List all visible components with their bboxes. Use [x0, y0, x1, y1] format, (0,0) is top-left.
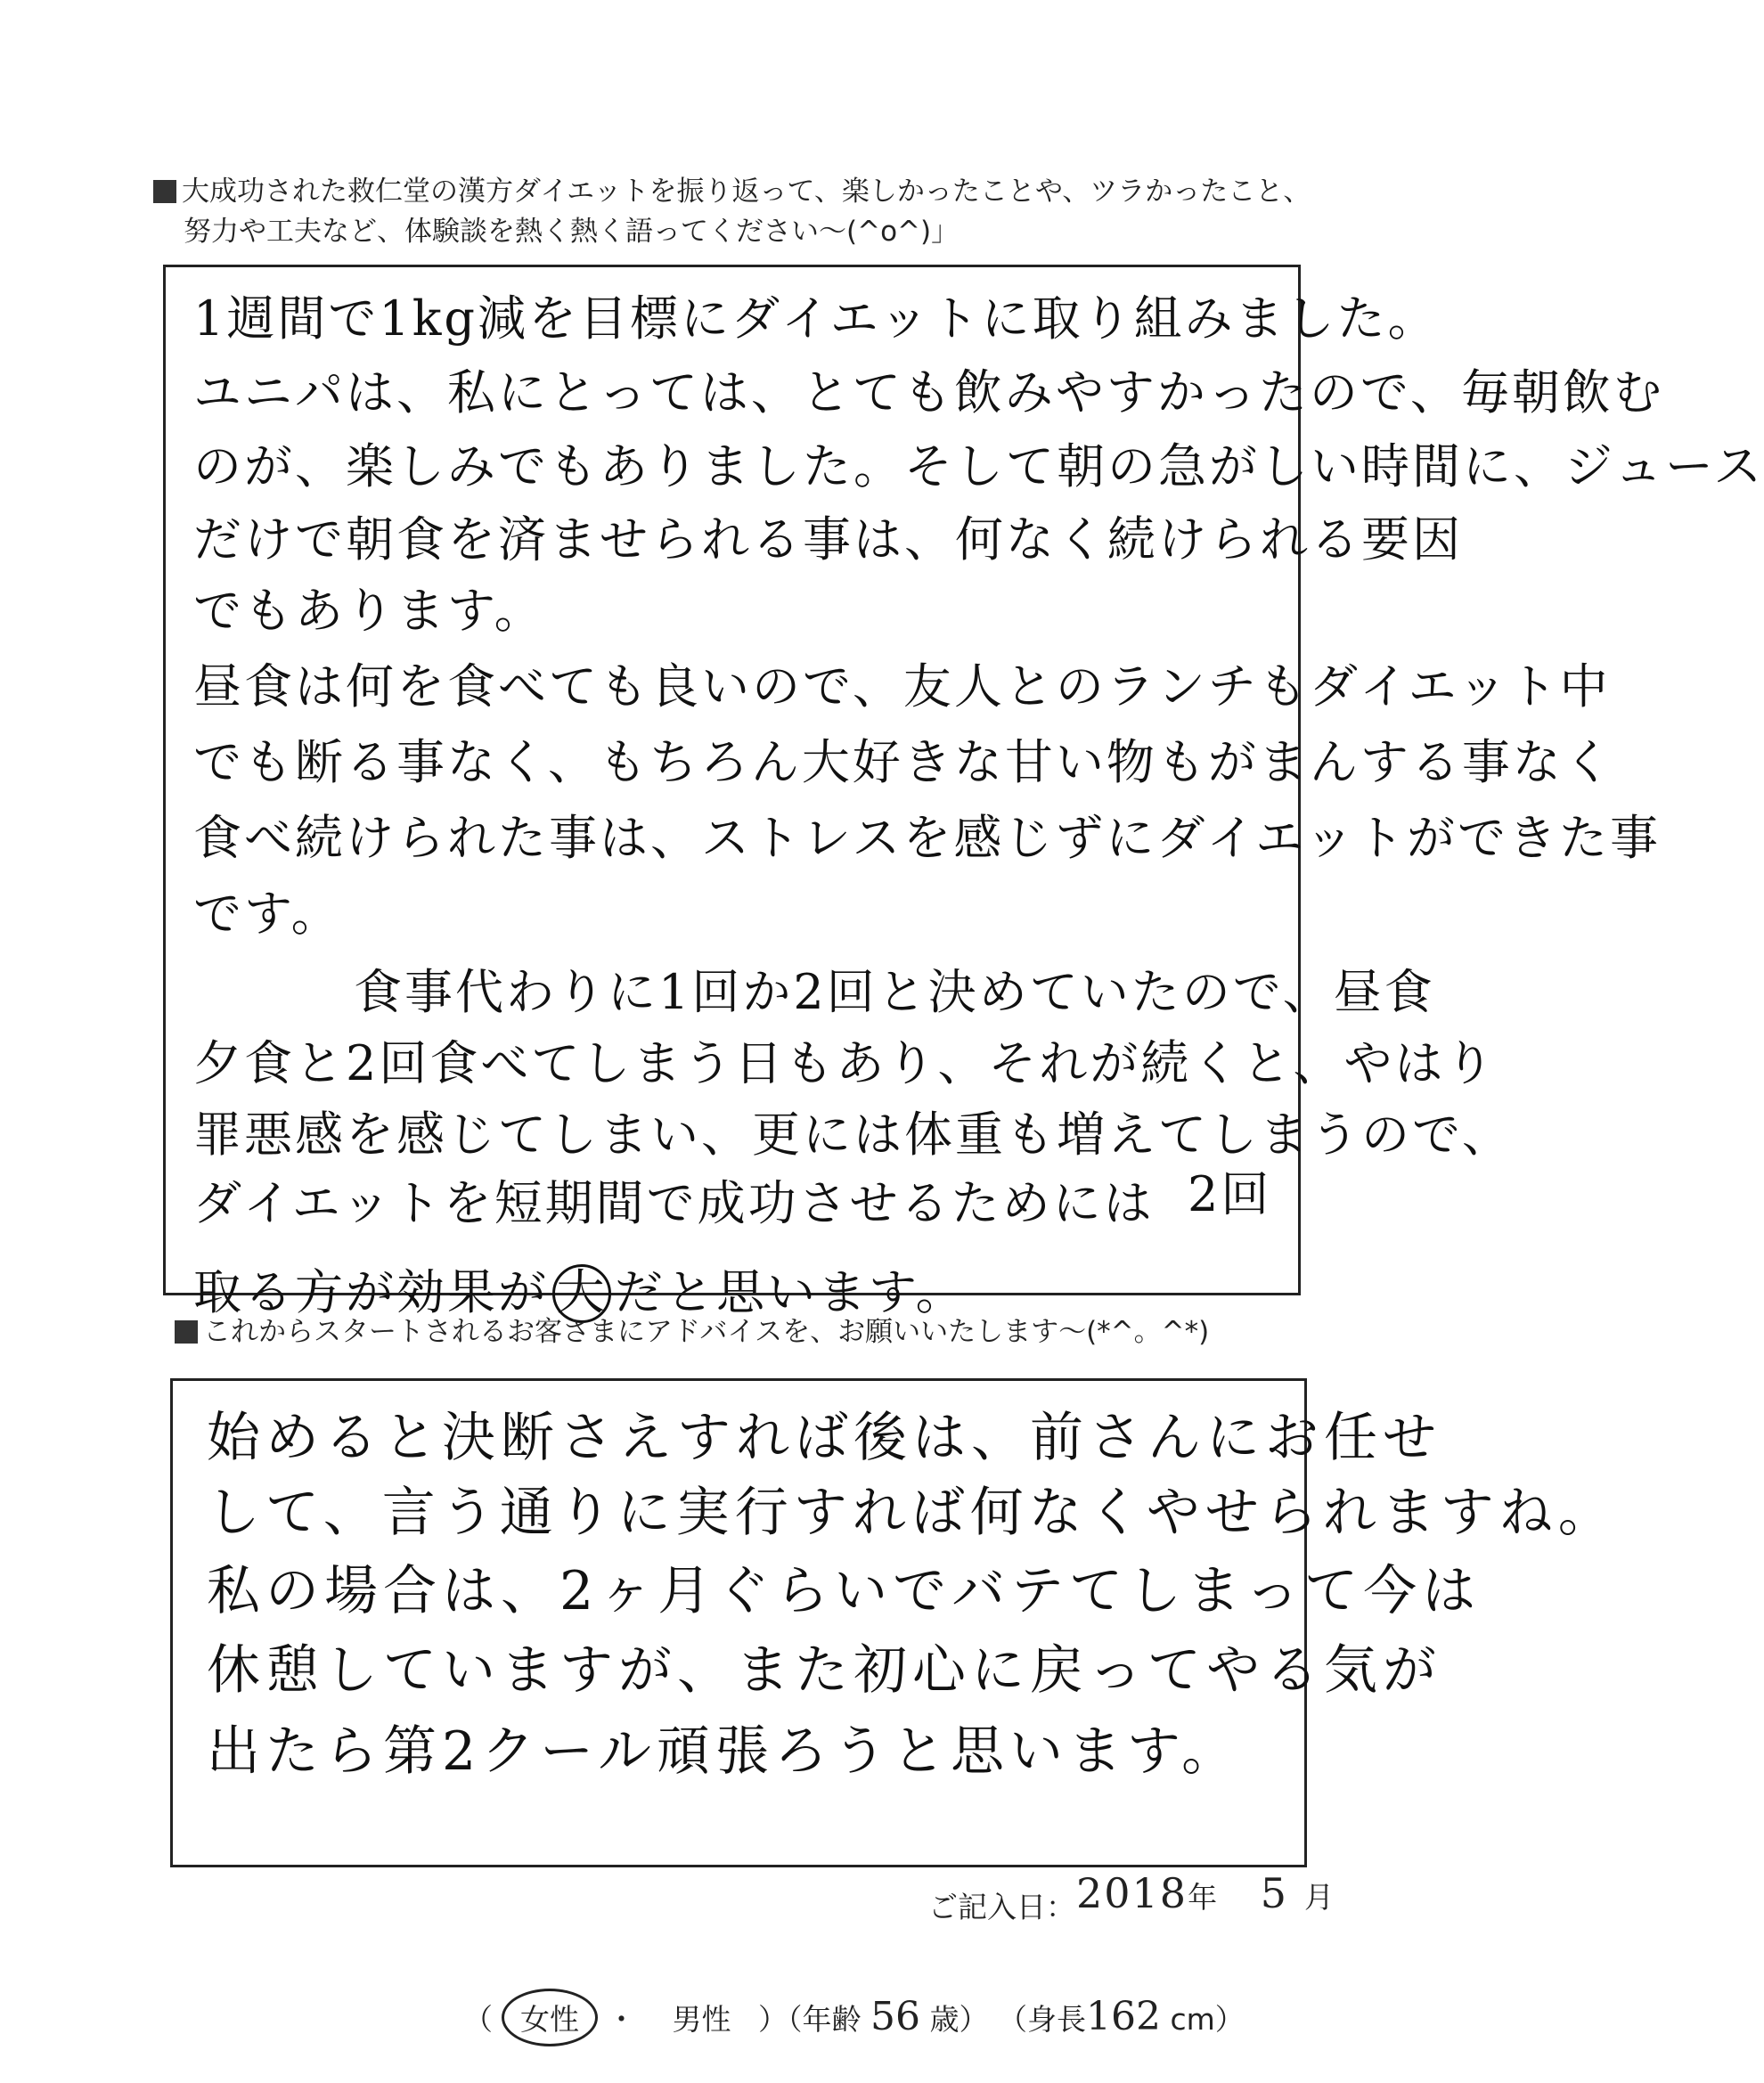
entry-month-unit: 月	[1303, 1880, 1335, 1915]
respondent-info	[463, 1989, 1245, 2046]
bullet-square-icon	[175, 1320, 198, 1344]
circled-character: 大	[552, 1264, 611, 1323]
gender-male: 男性	[672, 2002, 731, 2037]
height-label: （身長	[998, 2002, 1086, 2037]
entry-year-unit: 年	[1188, 1880, 1220, 1915]
height-unit: cm）	[1170, 2002, 1245, 2037]
question-1-line-2: 努力や工夫など、体験談を熱く熱く語ってください〜(^o^)」	[184, 215, 960, 248]
question-1-line-1: 大成功された救仁堂の漢方ダイエットを振り返って、楽しかったことや、ツラかったこと、	[182, 176, 1311, 208]
paren-open: （	[463, 2002, 493, 2037]
answer-1-fragment: だと思います。	[615, 1264, 967, 1320]
paren-close: ）	[758, 2002, 788, 2037]
entry-month-value: 5	[1260, 1869, 1288, 1917]
age-value: 56	[870, 1994, 920, 2039]
height-value: 162	[1086, 1994, 1161, 2039]
separator-dot: ・	[607, 2002, 636, 2037]
entry-year-value: 2018	[1076, 1869, 1188, 1917]
gender-female-selected: 女性	[502, 1989, 598, 2046]
bullet-square-icon	[153, 180, 176, 203]
question-1-heading	[153, 172, 1329, 252]
question-2-heading	[175, 1312, 1351, 1352]
age-label: （年齢	[788, 2002, 862, 2037]
entry-date	[1076, 1869, 1335, 1917]
age-unit: 歳）	[929, 2002, 989, 2037]
answer-1-fragment: 取る方が効果が	[193, 1264, 549, 1320]
question-2-line: これからスタートされるお客さまにアドバイスを、お願いいたします〜(*^。^*)	[203, 1316, 1210, 1348]
entry-date-label: ご記入日：	[928, 1890, 1075, 1924]
